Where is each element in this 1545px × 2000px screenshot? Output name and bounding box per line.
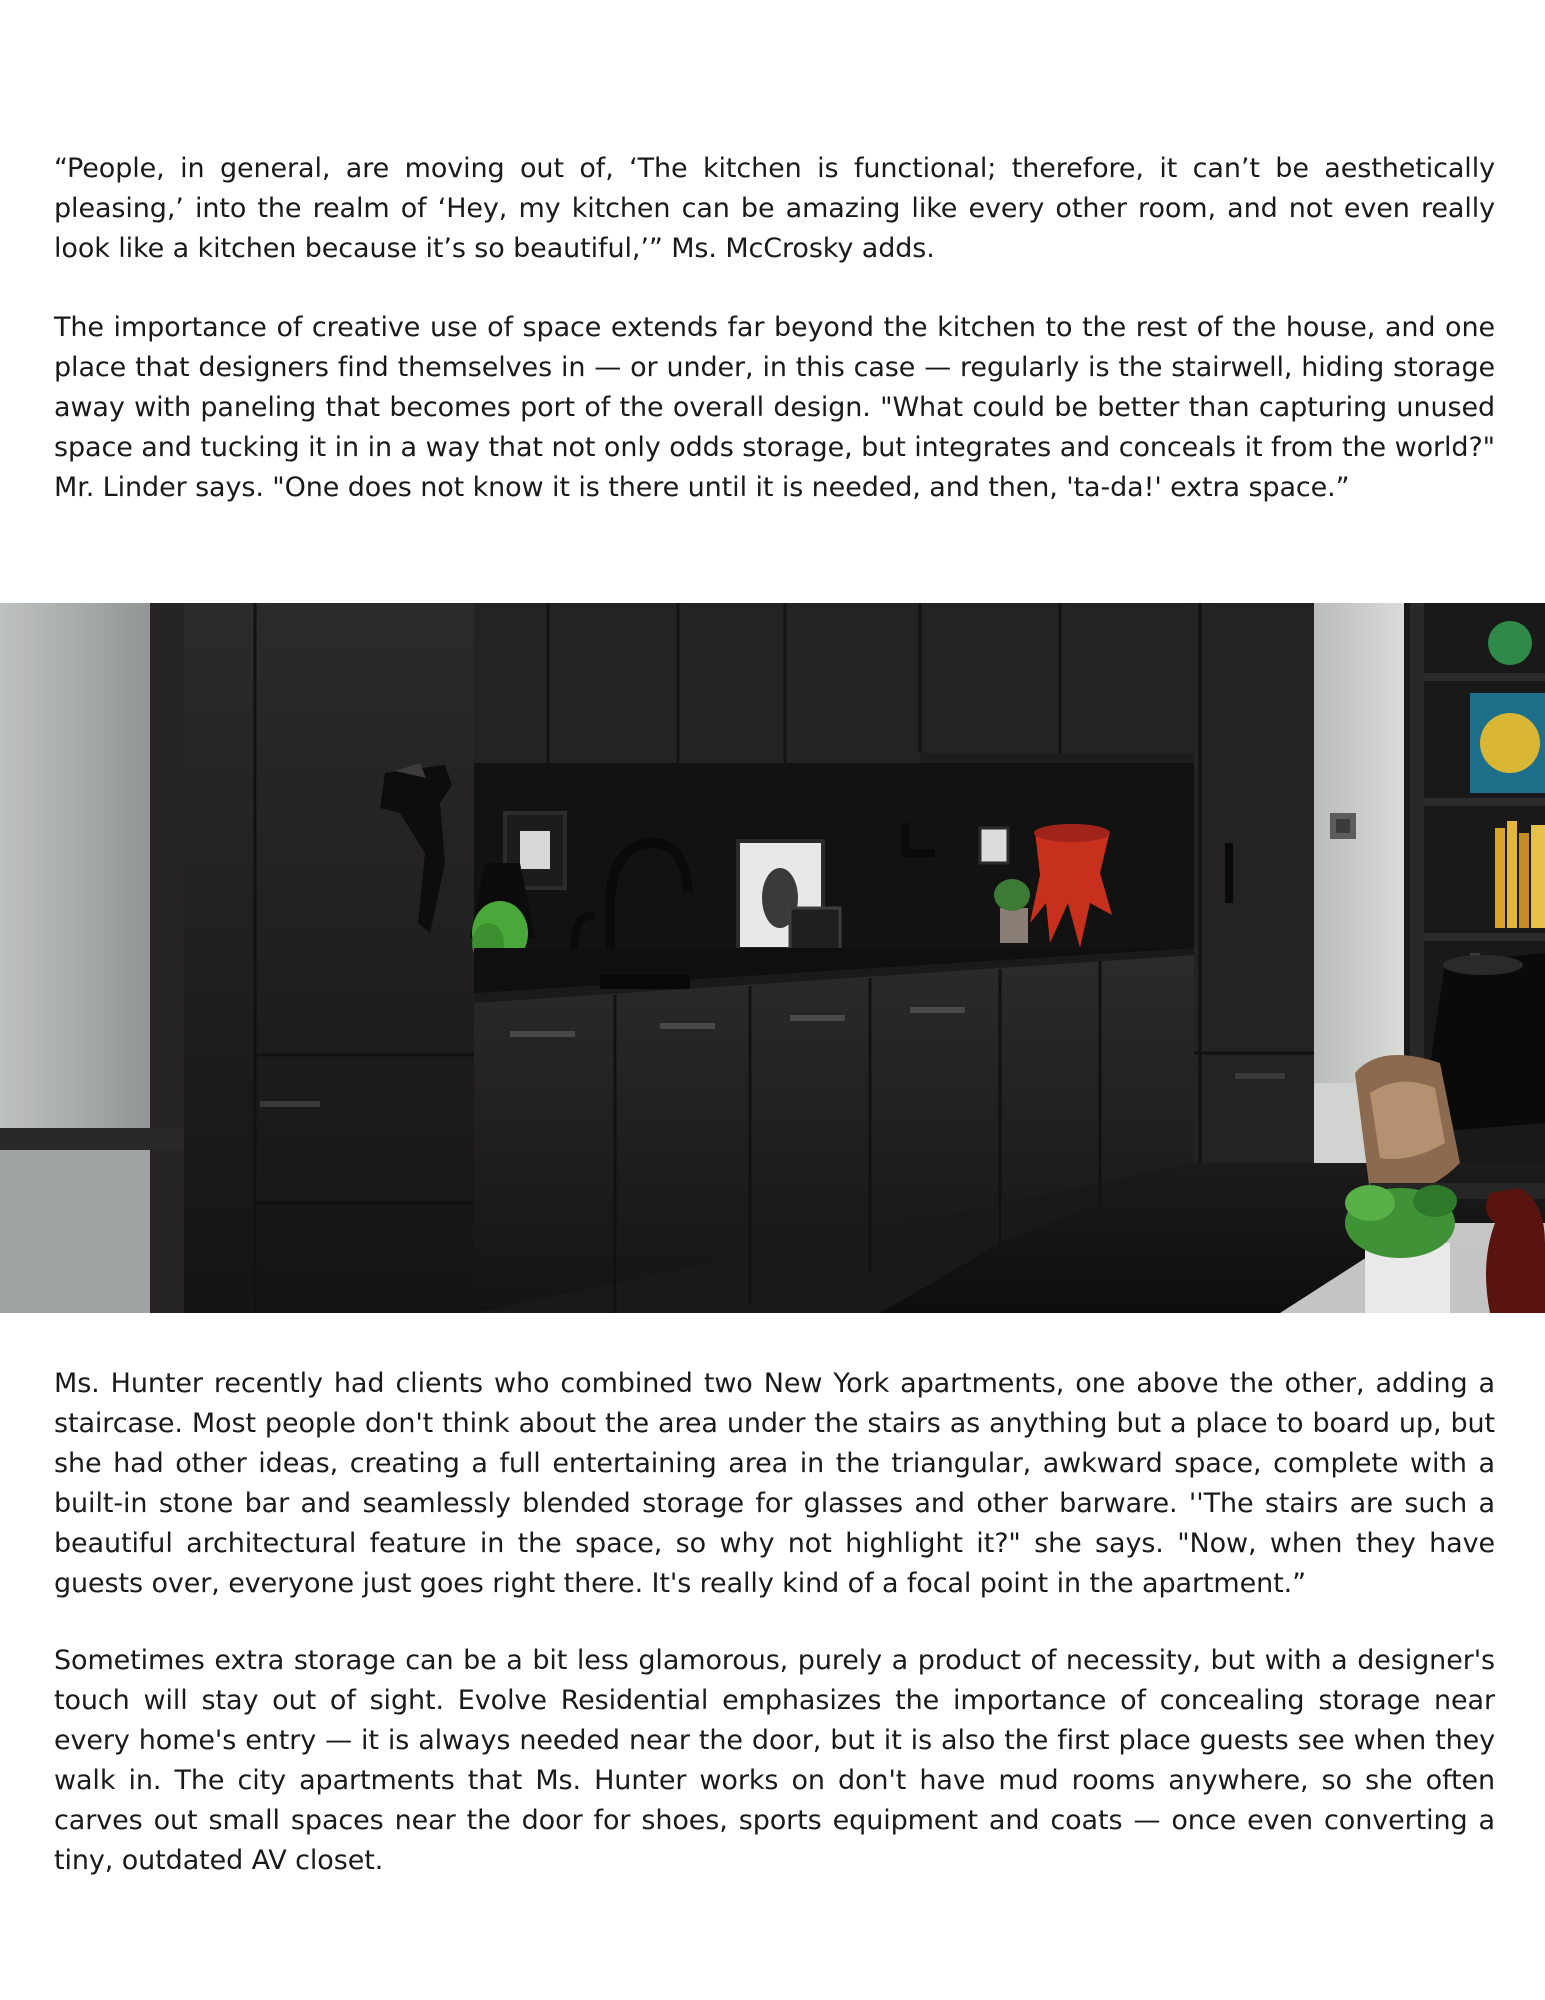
article-paragraph-2: The importance of creative use of space extends far beyond the kitchen to the rest of the house, and one place that designers find themselves in — or under, in this case — regularly is the stairwell, hiding storage away with paneling that becomes port of the overall design. "What could be better than capturing unused space and tucking it in in a way that not only odds storage, but integrates and conceals it from the world?" Mr. Linder says. "One does not know it is there until it is needed, and then, 'ta-da!' extra space.” (54, 312, 1495, 503)
article-paragraph-1: “People, in general, are moving out of, ‘The kitchen is functional; therefore, it can’t be aesthetically pleasing,’ into the realm of ‘Hey, my kitchen can be amazing like every other room, and not even really look like a kitchen because it’s so beautiful,’” Ms. McCrosky adds. (54, 153, 1495, 264)
article-paragraph-3: Ms. Hunter recently had clients who combined two New York apartments, one above the other, adding a staircase. Most people don't think about the area under the stairs as anything but a place to board up, but she had other ideas, creating a full entertaining area in the triangular, awkward space, complete with a built-in stone bar and seamlessly blended storage for glasses and other barware. ''The stairs are such a beautiful architectural feature in the space, so why not highlight it?" she says. "Now, when they have guests over, everyone just goes right there. It's really kind of a focal point in the apartment.” (54, 1368, 1495, 1599)
kitchen-photo (0, 603, 1545, 1313)
article-paragraph-4: Sometimes extra storage can be a bit less glamorous, purely a product of necessity, but with a designer's touch will stay out of sight. Evolve Residential emphasizes the importance of concealing storage near every home's entry — it is always needed near the door, but it is also the first place guests see when they walk in. The city apartments that Ms. Hunter works on don't have mud rooms anywhere, so she often carves out small spaces near the door for shoes, sports equipment and coats — once even converting a tiny, outdated AV closet. (54, 1645, 1495, 1876)
